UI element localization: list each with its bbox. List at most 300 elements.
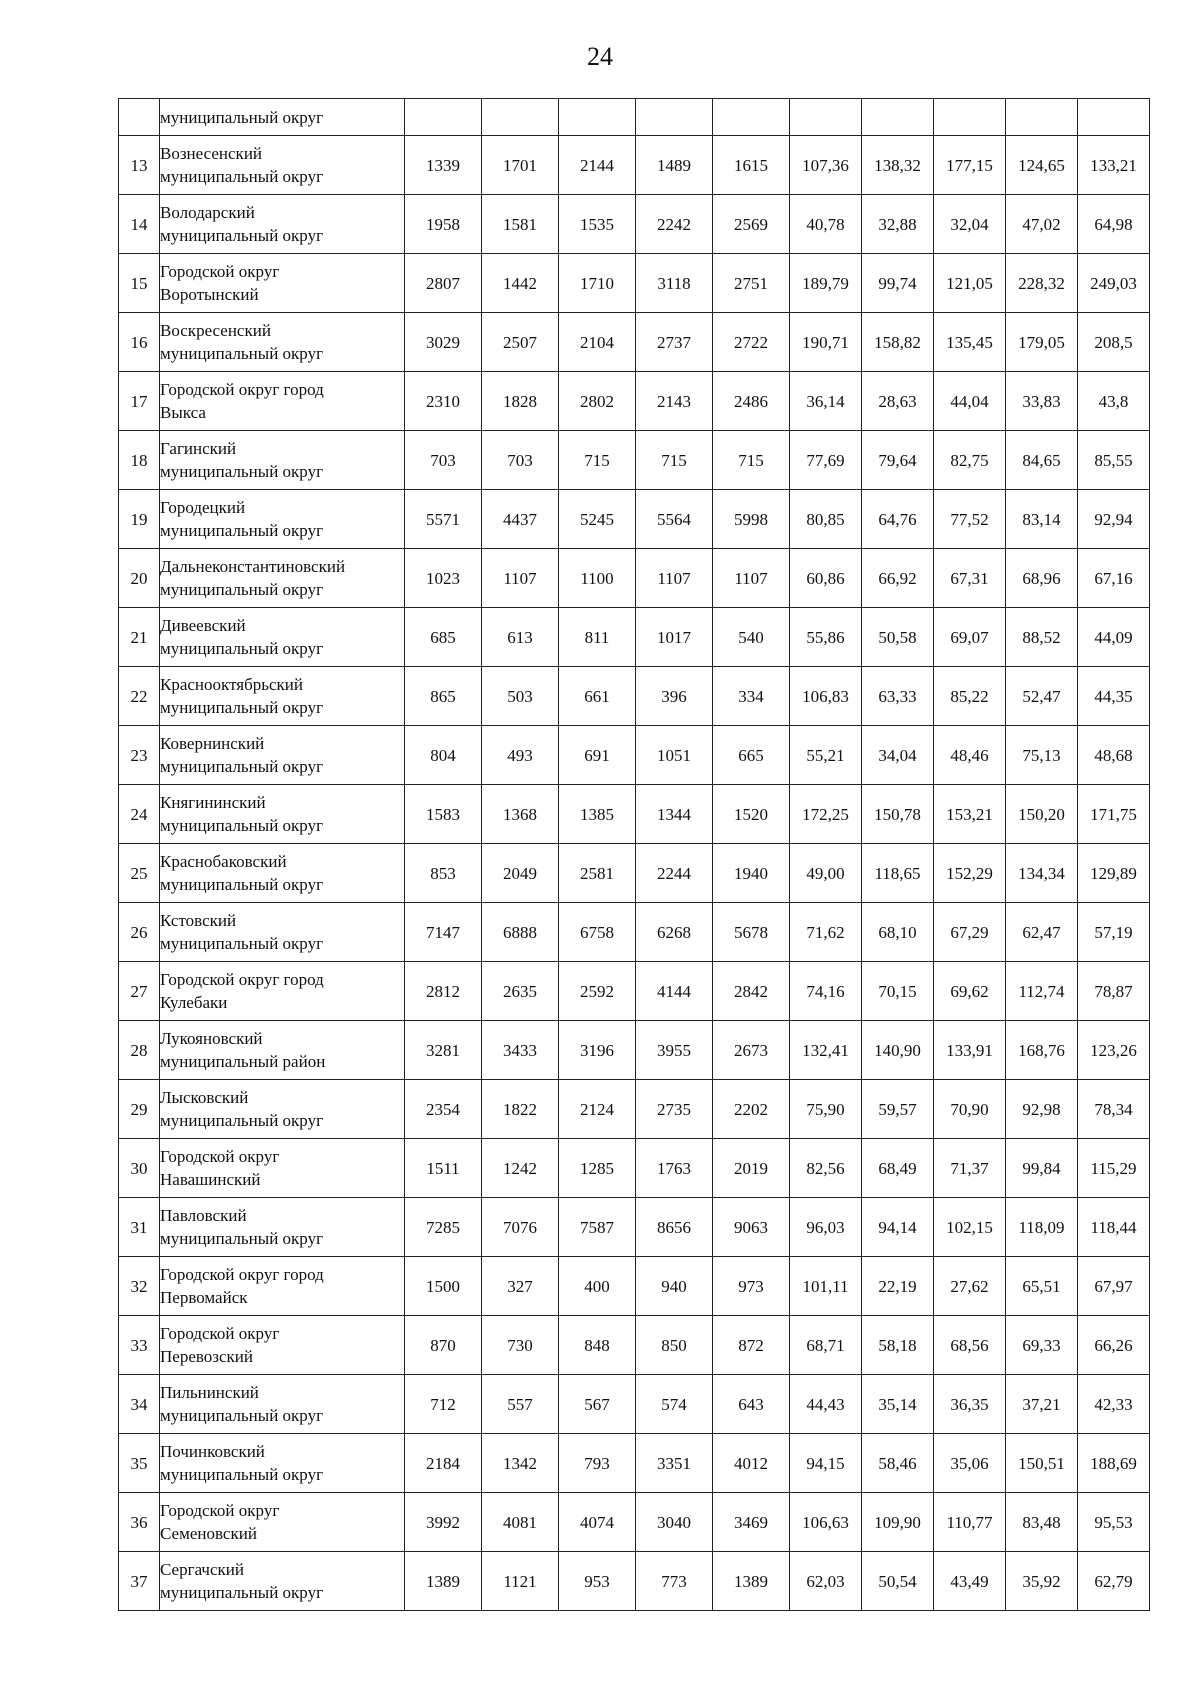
municipality-name-line: Семеновский (160, 1524, 257, 1543)
value-cell: 140,90 (862, 1021, 934, 1080)
value-cell: 60,86 (790, 549, 862, 608)
table-row (119, 313, 1150, 372)
municipality-name-cell (160, 1375, 405, 1434)
value-cell: 44,35 (1078, 667, 1150, 726)
value-cell: 567 (559, 1375, 636, 1434)
value-cell: 4437 (482, 490, 559, 549)
value-cell: 1285 (559, 1139, 636, 1198)
row-number-cell: 16 (119, 313, 160, 372)
value-cell (934, 99, 1006, 136)
value-cell: 133,91 (934, 1021, 1006, 1080)
value-cell: 62,47 (1006, 903, 1078, 962)
value-cell: 44,43 (790, 1375, 862, 1434)
value-cell: 50,54 (862, 1552, 934, 1611)
value-cell: 4012 (713, 1434, 790, 1493)
value-cell: 396 (636, 667, 713, 726)
value-cell: 82,75 (934, 431, 1006, 490)
municipality-name-cell (160, 490, 405, 549)
municipality-name-line: Городской округ (160, 1147, 280, 1166)
value-cell: 67,97 (1078, 1257, 1150, 1316)
value-cell: 1339 (405, 136, 482, 195)
value-cell: 43,49 (934, 1552, 1006, 1611)
municipality-name-line: муниципальный округ (160, 639, 324, 658)
row-number-cell: 19 (119, 490, 160, 549)
value-cell: 691 (559, 726, 636, 785)
municipality-name-cell (160, 1021, 405, 1080)
value-cell: 1385 (559, 785, 636, 844)
value-cell: 55,86 (790, 608, 862, 667)
row-number-cell: 15 (119, 254, 160, 313)
value-cell (559, 99, 636, 136)
value-cell: 1100 (559, 549, 636, 608)
value-cell: 3040 (636, 1493, 713, 1552)
value-cell: 77,69 (790, 431, 862, 490)
value-cell: 59,57 (862, 1080, 934, 1139)
value-cell: 80,85 (790, 490, 862, 549)
municipality-name-line: Воскресенский (160, 321, 271, 340)
value-cell: 1763 (636, 1139, 713, 1198)
value-cell: 134,34 (1006, 844, 1078, 903)
value-cell: 62,03 (790, 1552, 862, 1611)
value-cell (1078, 99, 1150, 136)
value-cell: 685 (405, 608, 482, 667)
value-cell: 872 (713, 1316, 790, 1375)
municipality-name-line: Дивеевский (160, 616, 246, 635)
row-number-cell: 23 (119, 726, 160, 785)
value-cell: 101,11 (790, 1257, 862, 1316)
value-cell: 48,68 (1078, 726, 1150, 785)
value-cell: 62,79 (1078, 1552, 1150, 1611)
value-cell: 1489 (636, 136, 713, 195)
value-cell: 2124 (559, 1080, 636, 1139)
value-cell: 70,15 (862, 962, 934, 1021)
row-number-cell: 17 (119, 372, 160, 431)
value-cell: 150,20 (1006, 785, 1078, 844)
value-cell: 5571 (405, 490, 482, 549)
value-cell: 2751 (713, 254, 790, 313)
value-cell: 8656 (636, 1198, 713, 1257)
value-cell: 228,32 (1006, 254, 1078, 313)
value-cell: 75,13 (1006, 726, 1078, 785)
value-cell: 2049 (482, 844, 559, 903)
value-cell (790, 99, 862, 136)
value-cell: 27,62 (934, 1257, 1006, 1316)
table-row (119, 372, 1150, 431)
table-row (119, 1021, 1150, 1080)
table-row (119, 1434, 1150, 1493)
value-cell: 4074 (559, 1493, 636, 1552)
value-cell: 71,37 (934, 1139, 1006, 1198)
value-cell: 1535 (559, 195, 636, 254)
value-cell: 1583 (405, 785, 482, 844)
municipality-name-line: Володарский (160, 203, 255, 222)
value-cell: 973 (713, 1257, 790, 1316)
municipality-name-line: муниципальный округ (160, 1583, 324, 1602)
municipality-name-line: Княгининский (160, 793, 266, 812)
municipality-name-cell (160, 136, 405, 195)
value-cell: 2143 (636, 372, 713, 431)
row-number-cell: 34 (119, 1375, 160, 1434)
table-row (119, 1198, 1150, 1257)
municipality-name-line: Пильнинский (160, 1383, 259, 1402)
municipality-name-cell (160, 1552, 405, 1611)
municipality-name-line: Краснобаковский (160, 852, 287, 871)
value-cell: 1344 (636, 785, 713, 844)
municipality-name-cell (160, 431, 405, 490)
value-cell: 55,21 (790, 726, 862, 785)
municipality-name-line: Воротынский (160, 285, 259, 304)
value-cell: 152,29 (934, 844, 1006, 903)
value-cell: 730 (482, 1316, 559, 1375)
value-cell: 2144 (559, 136, 636, 195)
value-cell: 50,58 (862, 608, 934, 667)
value-cell: 574 (636, 1375, 713, 1434)
value-cell: 6268 (636, 903, 713, 962)
value-cell: 78,34 (1078, 1080, 1150, 1139)
municipality-name-cell (160, 962, 405, 1021)
municipality-name-line: муниципальный округ (160, 1111, 324, 1130)
value-cell: 106,63 (790, 1493, 862, 1552)
municipality-name-line: муниципальный округ (160, 698, 324, 717)
value-cell: 9063 (713, 1198, 790, 1257)
value-cell: 179,05 (1006, 313, 1078, 372)
municipality-name-line: Городской округ город (160, 970, 324, 989)
value-cell: 2019 (713, 1139, 790, 1198)
municipality-name-cell (160, 1139, 405, 1198)
value-cell: 1017 (636, 608, 713, 667)
municipality-name-cell (160, 785, 405, 844)
municipality-name-cell (160, 726, 405, 785)
table-row (119, 962, 1150, 1021)
value-cell: 2184 (405, 1434, 482, 1493)
municipality-name-line: Перевозский (160, 1347, 253, 1366)
value-cell: 88,52 (1006, 608, 1078, 667)
value-cell: 47,02 (1006, 195, 1078, 254)
municipality-name-line: Сергачский (160, 1560, 244, 1579)
value-cell: 132,41 (790, 1021, 862, 1080)
value-cell: 7587 (559, 1198, 636, 1257)
municipality-name-line: Городской округ (160, 262, 280, 281)
row-number-cell: 31 (119, 1198, 160, 1257)
value-cell: 36,14 (790, 372, 862, 431)
municipality-name-cell: муниципальный округ (160, 99, 405, 136)
value-cell: 43,8 (1078, 372, 1150, 431)
table-row (119, 254, 1150, 313)
value-cell: 190,71 (790, 313, 862, 372)
value-cell (636, 99, 713, 136)
value-cell: 2635 (482, 962, 559, 1021)
municipality-name-line: Кулебаки (160, 993, 228, 1012)
value-cell: 2842 (713, 962, 790, 1021)
value-cell: 5678 (713, 903, 790, 962)
value-cell: 2592 (559, 962, 636, 1021)
municipality-name-line: Павловский (160, 1206, 247, 1225)
value-cell: 79,64 (862, 431, 934, 490)
value-cell: 75,90 (790, 1080, 862, 1139)
value-cell: 35,06 (934, 1434, 1006, 1493)
value-cell: 540 (713, 608, 790, 667)
municipality-name-cell (160, 1316, 405, 1375)
value-cell: 33,83 (1006, 372, 1078, 431)
table-row (119, 903, 1150, 962)
row-number-cell: 36 (119, 1493, 160, 1552)
value-cell: 850 (636, 1316, 713, 1375)
value-cell: 3992 (405, 1493, 482, 1552)
value-cell: 129,89 (1078, 844, 1150, 903)
municipality-name-cell (160, 195, 405, 254)
value-cell: 118,44 (1078, 1198, 1150, 1257)
value-cell: 37,21 (1006, 1375, 1078, 1434)
value-cell: 189,79 (790, 254, 862, 313)
value-cell: 153,21 (934, 785, 1006, 844)
value-cell: 177,15 (934, 136, 1006, 195)
value-cell: 68,56 (934, 1316, 1006, 1375)
value-cell: 28,63 (862, 372, 934, 431)
value-cell: 85,22 (934, 667, 1006, 726)
value-cell: 773 (636, 1552, 713, 1611)
municipality-name-line: муниципальный округ (160, 344, 324, 363)
municipality-name-cell (160, 254, 405, 313)
value-cell: 1710 (559, 254, 636, 313)
value-cell: 1389 (405, 1552, 482, 1611)
value-cell: 44,04 (934, 372, 1006, 431)
row-number-cell: 37 (119, 1552, 160, 1611)
row-number-cell: 33 (119, 1316, 160, 1375)
value-cell: 1940 (713, 844, 790, 903)
value-cell: 2807 (405, 254, 482, 313)
value-cell: 643 (713, 1375, 790, 1434)
value-cell: 35,92 (1006, 1552, 1078, 1611)
table-row (119, 726, 1150, 785)
municipality-name-cell (160, 1493, 405, 1552)
municipality-name-line: муниципальный округ (160, 580, 324, 599)
row-number-cell: 35 (119, 1434, 160, 1493)
value-cell: 7147 (405, 903, 482, 962)
value-cell: 94,14 (862, 1198, 934, 1257)
value-cell: 493 (482, 726, 559, 785)
value-cell: 150,51 (1006, 1434, 1078, 1493)
municipality-name-line: Лукояновский (160, 1029, 263, 1048)
row-number-cell: 14 (119, 195, 160, 254)
municipality-name-line: Навашинский (160, 1170, 261, 1189)
value-cell: 661 (559, 667, 636, 726)
value-cell: 1051 (636, 726, 713, 785)
value-cell: 77,52 (934, 490, 1006, 549)
value-cell: 1121 (482, 1552, 559, 1611)
value-cell: 2735 (636, 1080, 713, 1139)
value-cell: 665 (713, 726, 790, 785)
value-cell: 106,83 (790, 667, 862, 726)
value-cell: 2354 (405, 1080, 482, 1139)
value-cell: 40,78 (790, 195, 862, 254)
municipality-name-line: Выкса (160, 403, 206, 422)
value-cell: 69,62 (934, 962, 1006, 1021)
table-row (119, 844, 1150, 903)
value-cell: 804 (405, 726, 482, 785)
row-number-cell: 29 (119, 1080, 160, 1139)
value-cell: 249,03 (1078, 254, 1150, 313)
row-number-cell: 20 (119, 549, 160, 608)
value-cell: 3469 (713, 1493, 790, 1552)
value-cell: 64,76 (862, 490, 934, 549)
value-cell: 158,82 (862, 313, 934, 372)
value-cell: 2507 (482, 313, 559, 372)
value-cell: 4081 (482, 1493, 559, 1552)
table-row (119, 1080, 1150, 1139)
municipality-name-line: муниципальный округ (160, 226, 324, 245)
value-cell: 870 (405, 1316, 482, 1375)
value-cell: 34,04 (862, 726, 934, 785)
value-cell: 2737 (636, 313, 713, 372)
municipality-name-cell (160, 608, 405, 667)
value-cell: 172,25 (790, 785, 862, 844)
table-row (119, 1552, 1150, 1611)
value-cell: 3196 (559, 1021, 636, 1080)
value-cell: 2722 (713, 313, 790, 372)
table-row (119, 195, 1150, 254)
municipality-name-line: муниципальный округ (160, 757, 324, 776)
municipality-name-line: муниципальный округ (160, 167, 324, 186)
value-cell: 811 (559, 608, 636, 667)
value-cell: 102,15 (934, 1198, 1006, 1257)
value-cell: 22,19 (862, 1257, 934, 1316)
data-table (118, 98, 1150, 1611)
value-cell: 168,76 (1006, 1021, 1078, 1080)
row-number-cell: 32 (119, 1257, 160, 1316)
value-cell: 68,10 (862, 903, 934, 962)
municipality-name-line: муниципальный округ (160, 934, 324, 953)
value-cell: 94,15 (790, 1434, 862, 1493)
value-cell: 715 (636, 431, 713, 490)
table-row (119, 1375, 1150, 1434)
value-cell: 7285 (405, 1198, 482, 1257)
municipality-name-line: муниципальный округ (160, 1465, 324, 1484)
municipality-name-cell (160, 1434, 405, 1493)
municipality-name-line: муниципальный округ (160, 462, 324, 481)
table-row (119, 1257, 1150, 1316)
value-cell: 135,45 (934, 313, 1006, 372)
municipality-name-cell (160, 1198, 405, 1257)
value-cell (862, 99, 934, 136)
value-cell: 57,19 (1078, 903, 1150, 962)
value-cell: 42,33 (1078, 1375, 1150, 1434)
municipality-name-line: Ковернинский (160, 734, 265, 753)
municipality-name-line: Первомайск (160, 1288, 248, 1307)
municipality-name-line: Починковский (160, 1442, 265, 1461)
row-number-cell: 25 (119, 844, 160, 903)
value-cell: 92,94 (1078, 490, 1150, 549)
value-cell: 1107 (482, 549, 559, 608)
row-number-cell: 21 (119, 608, 160, 667)
value-cell: 853 (405, 844, 482, 903)
value-cell: 150,78 (862, 785, 934, 844)
value-cell: 65,51 (1006, 1257, 1078, 1316)
value-cell: 118,09 (1006, 1198, 1078, 1257)
value-cell: 3955 (636, 1021, 713, 1080)
value-cell: 334 (713, 667, 790, 726)
value-cell: 1581 (482, 195, 559, 254)
value-cell: 68,49 (862, 1139, 934, 1198)
value-cell: 123,26 (1078, 1021, 1150, 1080)
municipality-name-line: Городской округ город (160, 1265, 324, 1284)
value-cell: 63,33 (862, 667, 934, 726)
value-cell: 953 (559, 1552, 636, 1611)
row-number-cell (119, 99, 160, 136)
value-cell: 3351 (636, 1434, 713, 1493)
table-body (119, 99, 1150, 1611)
municipality-name-line: Дальнеконстантиновский (160, 557, 346, 576)
value-cell (713, 99, 790, 136)
value-cell: 124,65 (1006, 136, 1078, 195)
municipality-name-cell (160, 313, 405, 372)
table-row (119, 1139, 1150, 1198)
value-cell: 71,62 (790, 903, 862, 962)
value-cell: 1389 (713, 1552, 790, 1611)
value-cell: 1442 (482, 254, 559, 313)
value-cell: 85,55 (1078, 431, 1150, 490)
table-row (119, 431, 1150, 490)
value-cell: 2581 (559, 844, 636, 903)
value-cell: 613 (482, 608, 559, 667)
value-cell: 6888 (482, 903, 559, 962)
value-cell: 66,92 (862, 549, 934, 608)
value-cell: 400 (559, 1257, 636, 1316)
municipality-name-line: Городецкий (160, 498, 246, 517)
value-cell: 48,46 (934, 726, 1006, 785)
value-cell: 1368 (482, 785, 559, 844)
value-cell: 52,47 (1006, 667, 1078, 726)
value-cell: 107,36 (790, 136, 862, 195)
value-cell: 2244 (636, 844, 713, 903)
table-row (119, 549, 1150, 608)
value-cell: 1107 (636, 549, 713, 608)
table-row (119, 1316, 1150, 1375)
row-number-cell: 27 (119, 962, 160, 1021)
value-cell: 1822 (482, 1080, 559, 1139)
value-cell: 1023 (405, 549, 482, 608)
value-cell: 940 (636, 1257, 713, 1316)
value-cell (482, 99, 559, 136)
municipality-name-cell (160, 1257, 405, 1316)
value-cell: 2569 (713, 195, 790, 254)
value-cell: 1828 (482, 372, 559, 431)
row-number-cell: 18 (119, 431, 160, 490)
value-cell: 69,33 (1006, 1316, 1078, 1375)
value-cell: 1958 (405, 195, 482, 254)
value-cell: 327 (482, 1257, 559, 1316)
municipality-name-line: муниципальный округ (160, 1406, 324, 1425)
value-cell: 503 (482, 667, 559, 726)
value-cell: 2802 (559, 372, 636, 431)
page-number: 24 (587, 42, 613, 71)
municipality-name-line: Гагинский (160, 439, 237, 458)
value-cell: 69,07 (934, 608, 1006, 667)
value-cell: 74,16 (790, 962, 862, 1021)
value-cell: 712 (405, 1375, 482, 1434)
value-cell: 133,21 (1078, 136, 1150, 195)
value-cell: 99,74 (862, 254, 934, 313)
municipality-name-line: Краснооктябрьский (160, 675, 303, 694)
value-cell: 32,04 (934, 195, 1006, 254)
value-cell (405, 99, 482, 136)
value-cell: 793 (559, 1434, 636, 1493)
table-row-continuation (119, 99, 1150, 136)
value-cell: 557 (482, 1375, 559, 1434)
value-cell: 3118 (636, 254, 713, 313)
value-cell: 5564 (636, 490, 713, 549)
row-number-cell: 24 (119, 785, 160, 844)
value-cell: 109,90 (862, 1493, 934, 1552)
